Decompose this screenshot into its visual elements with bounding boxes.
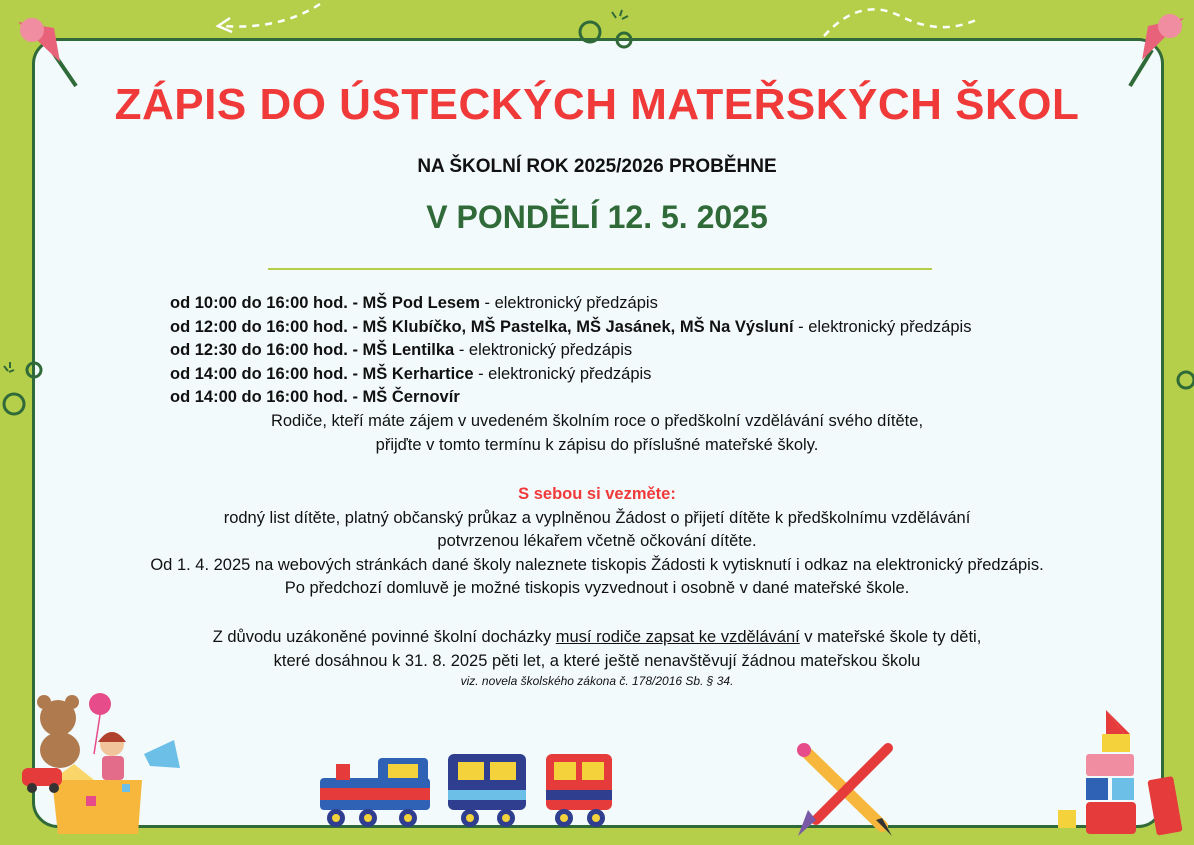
invitation-text	[0, 410, 1194, 457]
schedule-item: od 12:30 do 16:00 hod. - MŠ Lentilka - elektronický předzápis	[170, 341, 633, 360]
page-title: ZÁPIS DO ÚSTECKÝCH MATEŘSKÝCH ŠKOL	[114, 80, 1080, 129]
bring-line: potvrzenou lékařem včetně očkování dítěte.	[437, 532, 757, 551]
bring-line: Od 1. 4. 2025 na webových stránkách dané školy naleznete tiskopis Žádosti k vytisknutí i odkaz na elektronický předzápis.	[150, 555, 1044, 574]
pushpin-icon	[10, 8, 80, 88]
toys-illustration-icon	[14, 684, 194, 840]
bring-line: Po předchozí domluvě je možné tiskopis vyzvednout i osobně v dané mateřské škole.	[284, 579, 910, 598]
divider	[268, 268, 932, 270]
mandatory-line: které dosáhnou k 31. 8. 2025 pěti let, a které ještě nenavštěvují žádnou mateřskou školu	[273, 651, 921, 670]
schedule-item: od 12:00 do 16:00 hod. - MŠ Klubíčko, MŠ Pastelka, MŠ Jasánek, MŠ Na Výsluní - elektronický předzápis	[170, 317, 972, 336]
dashed-curve-icon	[820, 0, 980, 40]
dashed-arrow-icon	[210, 0, 330, 40]
school-year-subtitle: NA ŠKOLNÍ ROK 2025/2026 PROBĚHNE	[417, 156, 777, 177]
mandatory-section	[0, 626, 1194, 689]
train-illustration-icon	[316, 748, 616, 834]
law-reference: viz. novela školského zákona č. 178/2016 Sb. § 34.	[460, 674, 734, 689]
circles-icon	[1166, 356, 1194, 396]
pencil-brush-icon	[790, 740, 900, 840]
invitation-line: přijďte v tomto termínu k zápisu do příslušné mateřské školy.	[375, 435, 819, 454]
mandatory-line: Z důvodu uzákoněné povinné školní docházky musí rodiče zapsat ke vzdělávání v mateřské škole ty děti,	[212, 628, 982, 646]
schedule-item: od 14:00 do 16:00 hod. - MŠ Černovír	[170, 388, 460, 407]
mandatory-emphasis: musí rodiče zapsat ke vzdělávání	[555, 628, 800, 646]
pushpin-icon	[1126, 6, 1192, 90]
event-date: V PONDĚLÍ 12. 5. 2025	[426, 199, 768, 235]
schedule-item: od 14:00 do 16:00 hod. - MŠ Kerhartice - elektronický předzápis	[170, 364, 652, 383]
toy-blocks-icon	[1054, 706, 1188, 840]
bring-line: rodný list dítěte, platný občanský průkaz a vyplněnou Žádost o přijetí dítěte k předškolnímu vzdělávání	[223, 508, 971, 527]
invitation-line: Rodiče, kteří máte zájem v uvedeném školním roce o předškolní vzdělávání svého dítěte,	[270, 412, 924, 430]
schedule-item: od 10:00 do 16:00 hod. - MŠ Pod Lesem - elektronický předzápis	[170, 294, 658, 312]
circles-icon	[576, 8, 636, 52]
bring-section	[0, 483, 1194, 601]
schedule-list	[170, 292, 971, 410]
bring-heading: S sebou si vezměte:	[518, 485, 676, 503]
